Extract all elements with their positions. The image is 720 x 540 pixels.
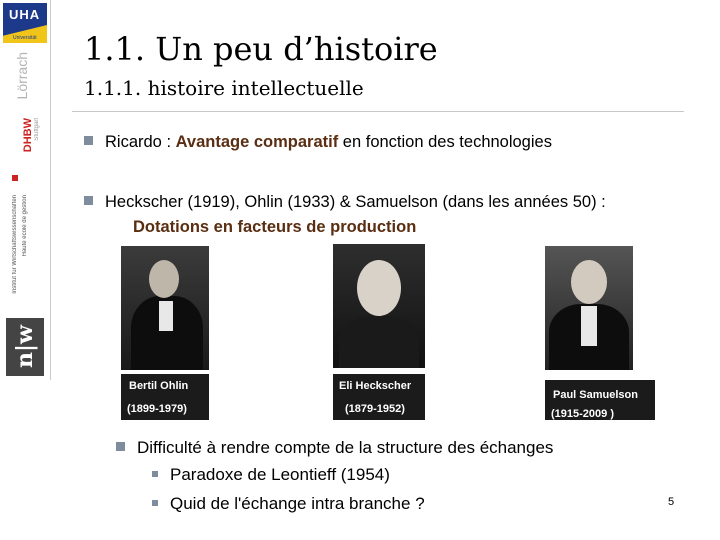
caption-heckscher (333, 374, 425, 420)
photo-heckscher-suit (339, 316, 419, 368)
photo-ohlin-shirt (159, 301, 173, 331)
bullet-ricardo-post: en fonction des technologies (338, 133, 552, 151)
uha-logo-subtext: Universität (13, 35, 37, 41)
bullet-hos-emphasis: Dotations en facteurs de production (133, 218, 417, 236)
red-mark-icon (12, 175, 18, 181)
bullet-difficulty (116, 438, 553, 458)
photo-ohlin-head (149, 260, 179, 298)
bullet-ricardo-pre: Ricardo : (105, 133, 176, 151)
photo-samuelson (545, 246, 633, 370)
bullet-difficulty-text: Difficulté à rendre compte de la structure des échanges (137, 438, 554, 457)
sidebar-divider (50, 0, 51, 380)
slide-title: 1.1. Un peu d’histoire (84, 30, 438, 68)
page-number: 5 (668, 496, 675, 508)
bullet-hos (84, 190, 684, 240)
subbullet-intra-branche-text: Quid de l'échange intra branche ? (170, 494, 425, 513)
bullet-square-icon (84, 196, 93, 205)
title-divider (72, 111, 684, 112)
subbullet-intra-branche (152, 494, 425, 514)
dhbw-logo: DHBW (22, 118, 34, 153)
uha-logo-text: UHA (9, 7, 41, 22)
caption-samuelson-name: Paul Samuelson (553, 389, 638, 401)
uha-logo (3, 3, 47, 43)
subbullet-leontieff (152, 465, 390, 485)
subbullet-square-icon (152, 471, 158, 477)
caption-heckscher-dates: (1879-1952) (345, 403, 405, 415)
nw-logo-text: n|w (12, 325, 38, 369)
institute-line-1: Institut für Wirtschaftswissenschaften (12, 195, 18, 294)
photo-heckscher-head (357, 260, 401, 316)
slide-subtitle: 1.1.1. histoire intellectuelle (84, 76, 364, 100)
dhbw-subtext: Stuttgart (34, 118, 40, 141)
loerrach-label: Lörrach (14, 52, 30, 100)
photo-ohlin (121, 246, 209, 370)
caption-ohlin-dates: (1899-1979) (127, 403, 187, 415)
photo-samuelson-head (571, 260, 607, 304)
bullet-ricardo-emphasis: Avantage comparatif (175, 133, 339, 151)
photo-heckscher (333, 244, 425, 368)
bullet-hos-pre: Heckscher (1919), Ohlin (1933) & Samuelson (dans les années 50) : (105, 193, 606, 211)
bullet-ricardo (84, 133, 552, 152)
bullet-square-icon (84, 136, 93, 145)
caption-ohlin-name: Bertil Ohlin (129, 380, 189, 392)
caption-samuelson-dates: (1915-2009 ) (551, 408, 614, 420)
caption-ohlin (121, 374, 209, 420)
institute-line-2: Haute école de gestion (22, 195, 28, 257)
bullet-hos-text (84, 190, 684, 240)
caption-samuelson (545, 380, 655, 420)
photo-samuelson-shirt (581, 306, 597, 346)
subbullet-square-icon (152, 500, 158, 506)
caption-heckscher-name: Eli Heckscher (339, 380, 412, 392)
subbullet-leontieff-text: Paradoxe de Leontieff (1954) (170, 465, 390, 484)
sidebar-branding (0, 0, 50, 380)
bullet-square-icon (116, 442, 125, 451)
